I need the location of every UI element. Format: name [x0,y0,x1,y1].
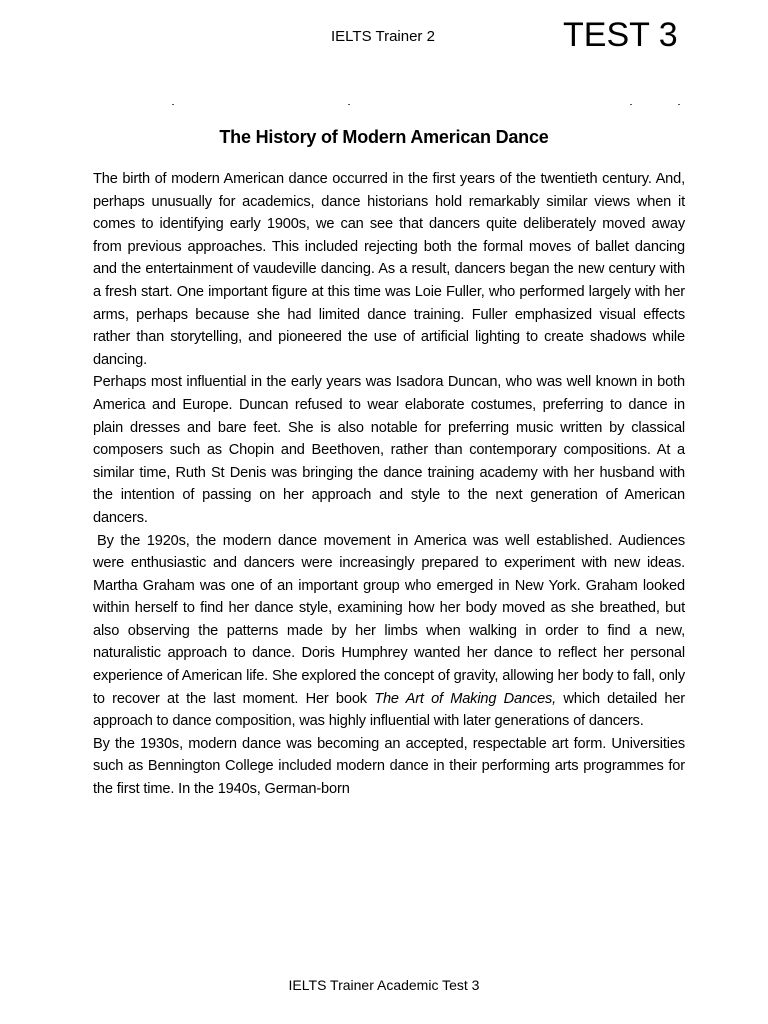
paragraph-4: By the 1930s, modern dance was becoming an accepted, respectable art form. Universities such as Bennington College included modern dance in their performing arts programmes for the first time. In the 1940s, German-born [93,735,685,798]
scan-speck [172,104,174,105]
page-footer: IELTS Trainer Academic Test 3 [288,977,480,993]
scan-artifacts [0,104,768,108]
scan-speck [678,104,680,105]
paragraph-3-text-a: By the 1920s, the modern dance movement in America was well established. Audiences were enthusiastic and dancers were increasingly prepared to experiment with new ideas. Martha Graham was one of an important group who emerged in New York. Graham looked within herself to find her dance style, examining how her body moved as she breathed, but also observing the patterns made by her limbs when walking in order to find a new, naturalistic approach to dance. Doris Humphrey wanted her dance to reflect her personal experience of American life. She explored the concept of gravity, allowing her body to fall, only to recover at the last moment. Her book [93,532,685,707]
paragraph-2: Perhaps most influential in the early years was Isadora Duncan, who was well known in both America and Europe. Duncan refused to wear elaborate costumes, preferring to dance in plain dresses and bare feet. She is also notable for preferring music written by classical composers such as Chopin and Beethoven, rather than contemporary compositions. At a similar time, Ruth St Denis was bringing the dance training academy with her husband with the intention of passing on her approach and style to the next generation of American dancers. [93,374,685,526]
header-test-label: TEST 3 [563,16,678,54]
scan-speck [348,104,350,105]
header-book-title: IELTS Trainer 2 [331,28,435,45]
article-title: The History of Modern American Dance [219,127,549,147]
scan-speck [630,104,632,105]
book-title-italic: The Art of Making Dances, [374,690,557,707]
paragraph-3 [93,530,685,733]
article-body [93,168,685,801]
paragraph-1: The birth of modern American dance occurred in the first years of the twentieth century. And, perhaps unusually for academics, dance historians hold remarkably similar views when it comes to identifying early 1900s, we can see that dancers quite deliberately moved away from previous approaches. This included rejecting both the formal moves of ballet dancing and the entertainment of vaudeville dancing. As a result, dancers began the new century with a fresh start. One important figure at this time was Loie Fuller, who performed largely with her arms, perhaps because she had limited dance training. Fuller emphasized visual effects rather than storytelling, and pioneered the use of artificial lighting to create shadows while dancing. [93,171,685,368]
paragraph-3-text-b: which detailed her approach to dance composition, was highly influential with later generations of dancers. [93,690,685,730]
